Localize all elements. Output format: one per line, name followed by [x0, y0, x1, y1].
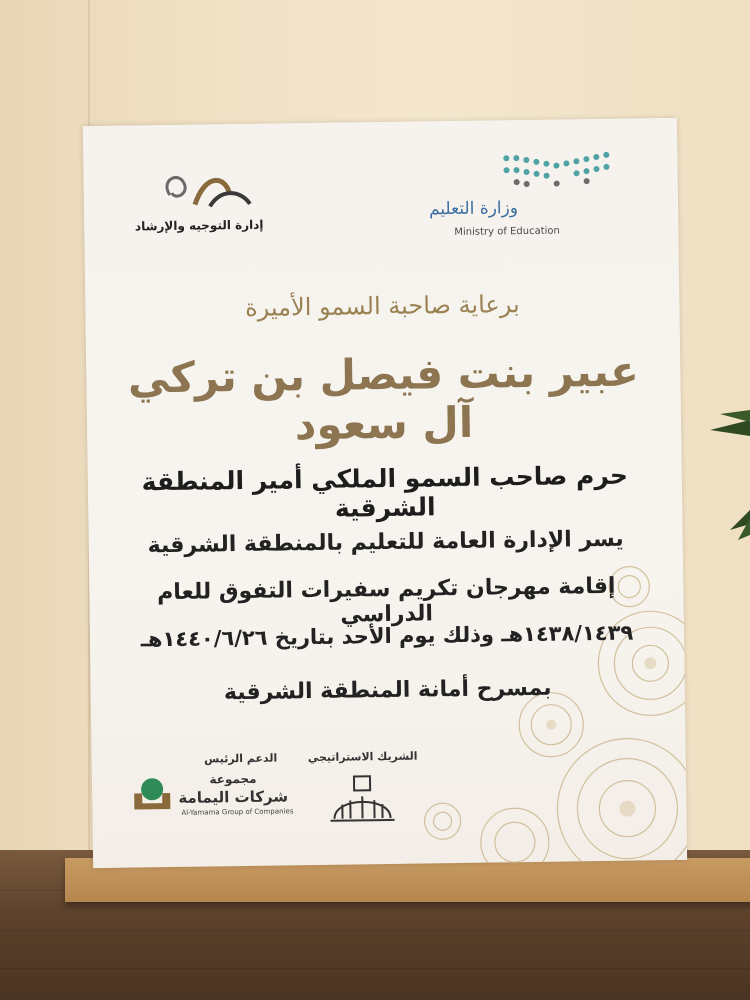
yamama-group-logo-icon	[128, 775, 177, 816]
plant-leaves	[690, 400, 750, 550]
strategic-partner-logo-icon	[326, 772, 399, 825]
ministry-name-arabic: وزارة التعليم	[428, 198, 519, 220]
announcement-line-2: إقامة مهرجان تكريم سفيرات التفوق للعام الدراسي	[157, 573, 616, 628]
sponsor-name-arabic-line1: مجموعة	[209, 771, 257, 787]
guidance-department-logo-icon	[149, 164, 260, 226]
ministry-name-english: Ministry of Education	[454, 225, 560, 239]
ministry-of-education-logo-icon	[501, 149, 622, 191]
patronage-line: برعاية صاحبة السمو الأميرة	[244, 290, 520, 322]
patron-title: حرم صاحب السمو الملكي أمير المنطقة الشرقية	[141, 460, 629, 523]
announcement-line-1: يسر الإدارة العامة للتعليم بالمنطقة الشرقية	[147, 526, 624, 559]
strategic-partner-label: الشريك الاستراتيجي	[307, 749, 418, 765]
event-date-line: ١٤٣٨/١٤٣٩هـ وذلك يوم الأحد بتاريخ ١٤٤٠/٦/٢٦هـ	[140, 620, 634, 652]
main-sponsor-label: الدعم الرئيس	[204, 751, 278, 766]
event-banner	[83, 118, 687, 868]
sponsor-name-arabic-line2: شركات اليمامة	[178, 787, 289, 807]
sponsor-name-english: Al-Yamama Group of Companies	[181, 807, 294, 817]
patron-name: عبير بنت فيصل بن تركي آل سعود	[127, 346, 640, 450]
guidance-department-name: إدارة التوجيه والإرشاد	[134, 217, 264, 234]
event-venue-line: بمسرح أمانة المنطقة الشرقية	[223, 675, 552, 706]
